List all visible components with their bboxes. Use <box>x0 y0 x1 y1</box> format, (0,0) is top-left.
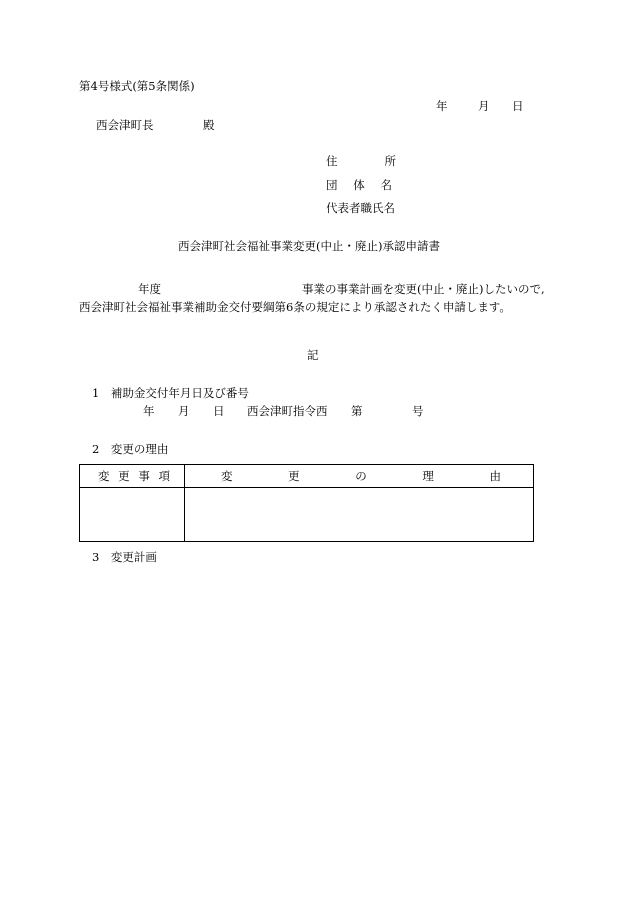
section1-day: 日 <box>213 404 225 418</box>
addressee-honorific: 殿 <box>203 118 215 132</box>
body-line2: 西会津町社会福祉事業補助金交付要綱第6条の規定により承認されたく申請します。 <box>79 300 511 314</box>
organization-label: 団 体 名 <box>326 178 392 192</box>
addressee-name: 西会津町長 <box>96 118 154 132</box>
section1-month: 月 <box>178 404 190 418</box>
date-year: 年 <box>436 99 448 113</box>
section1-year: 年 <box>143 404 155 418</box>
section1-directive: 西会津町指令西 <box>247 404 328 418</box>
table-header-row <box>80 465 534 488</box>
header-change-reason: 変 更 の 理 由 <box>185 465 534 488</box>
section1-gou: 号 <box>412 404 424 418</box>
section1-dai: 第 <box>351 404 363 418</box>
date-month: 月 <box>478 99 490 113</box>
document-title: 西会津町社会福祉事業変更(中止・廃止)承認申請書 <box>178 239 440 253</box>
cell-change-reason <box>185 488 534 542</box>
representative-label: 代表者職氏名 <box>326 201 395 215</box>
cell-change-item <box>80 488 185 542</box>
section3-label: 3 変更計画 <box>92 550 157 564</box>
body-line1: 事業の事業計画を変更(中止・廃止)したいので, <box>302 282 545 296</box>
table-row <box>80 488 534 542</box>
header-change-item: 変 更 事 項 <box>80 465 185 488</box>
section1-label: 1 補助金交付年月日及び番号 <box>92 386 249 400</box>
section2-label: 2 変更の理由 <box>92 442 169 456</box>
form-number: 第4号様式(第5条関係) <box>79 79 195 93</box>
body-fiscal-year: 年度 <box>138 282 161 296</box>
change-reason-table <box>79 464 534 542</box>
ki-heading: 記 <box>307 348 319 362</box>
date-day: 日 <box>512 99 524 113</box>
address-label: 住 所 <box>326 154 396 168</box>
